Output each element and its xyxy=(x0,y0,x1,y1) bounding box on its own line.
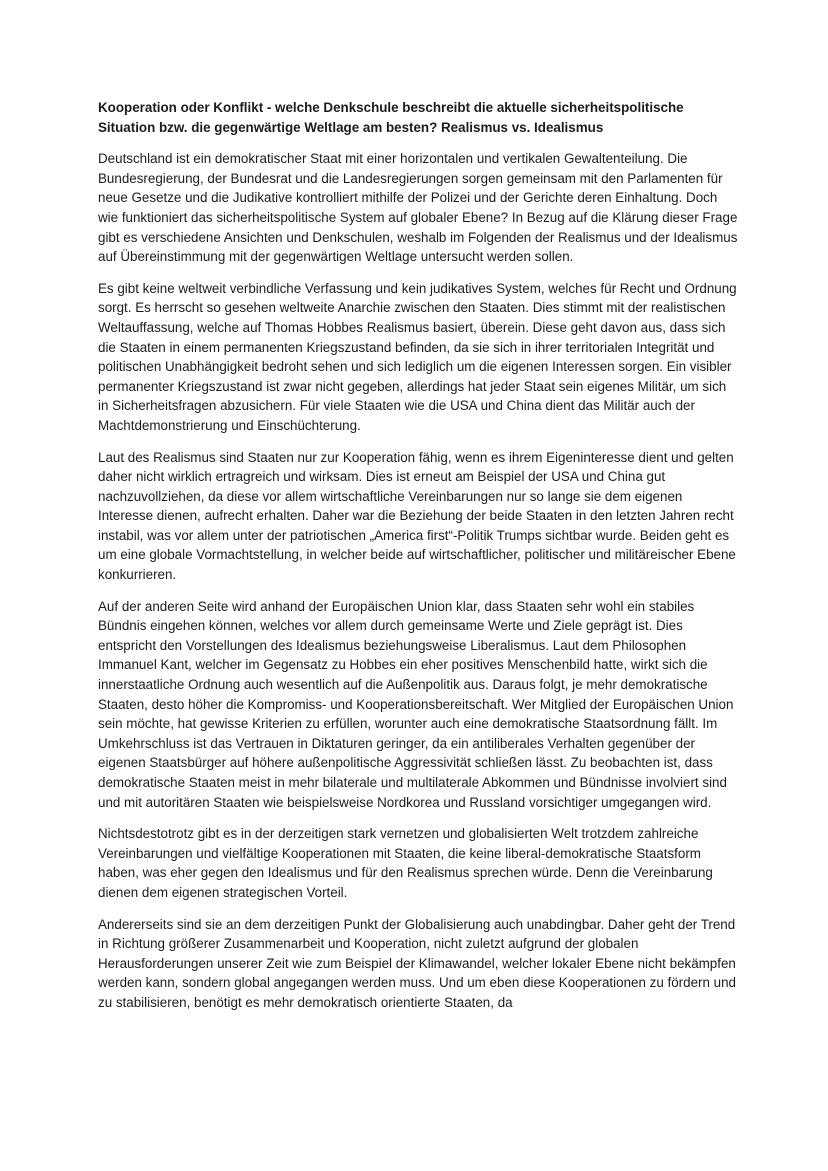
document-body xyxy=(98,98,738,1025)
paragraph-6: Andererseits sind sie an dem derzeitigen Punkt der Globalisierung auch unabdingbar. Daher geht der Trend in Richtung größerer Zusammenarbeit und Kooperation, nicht zuletzt aufgrund der globalen Herausforderungen unserer Zeit wie zum Beispiel der Klimawandel, welcher lokaler Ebene nicht bekämpfen werden kann, sondern global angegangen werden muss. Und um eben diese Kooperationen zu fördern und zu stabilisieren, benötigt es mehr demokratisch orientierte Staaten, da xyxy=(98,916,736,1010)
paragraph-2: Es gibt keine weltweit verbindliche Verfassung und kein judikatives System, welches für Recht und Ordnung sorgt. Es herrscht so gesehen weltweite Anarchie zwischen den Staaten. Dies stimmt mit der realistischen Weltauffassung, welche auf Thomas Hobbes Realismus basiert, überein. Diese geht davon aus, dass sich die Staaten in einem permanenten Kriegszustand befinden, da sie sich in ihrer territorialen Integrität und politischen Unabhängigkeit bedroht sehen und sich lediglich um die eigenen Interessen sorgen. Ein visibler permanenter Kriegszustand ist zwar nicht gegeben, allerdings hat jeder Staat sein eigenes Militär, um sich in Sicherheitsfragen abzusichern. Für viele Staaten wie die USA und China dient das Militär auch der Machtdemonstrierung und Einschüchterung. xyxy=(98,280,737,433)
document-title: Kooperation oder Konflikt - welche Denkschule beschreibt die aktuelle sicherheitspolitische Situation bzw. die gegenwärtige Weltlage am besten? Realismus vs. Idealismus xyxy=(98,100,684,135)
paragraph-1: Deutschland ist ein demokratischer Staat mit einer horizontalen und vertikalen Gewaltenteilung. Die Bundesregierung, der Bundesrat und die Landesregierungen sorgen gemeinsam mit den Parlamenten für neue Gesetze und die Judikative kontrolliert mithilfe der Polizei und der Gerichte deren Einhaltung. Doch wie funktioniert das sicherheitspolitische System auf globaler Ebene? In Bezug auf die Klärung dieser Frage gibt es verschiedene Ansichten und Denkschulen, weshalb im Folgenden der Realismus und der Idealismus auf Übereinstimmung mit der gegenwärtigen Weltlage untersucht werden sollen. xyxy=(98,151,738,265)
paragraph-3: Laut des Realismus sind Staaten nur zur Kooperation fähig, wenn es ihrem Eigeninteresse dient und gelten daher nicht wirklich ertragreich und wirksam. Dies ist erneut am Beispiel der USA und China gut nachzuvollziehen, da diese vor allem wirtschaftliche Vereinbarungen nur so lange sie dem eigenen Interesse dienen, aufrecht erhalten. Daher war die Beziehung der beide Staaten in den letzten Jahren recht instabil, was vor allem unter der patriotischen „America first“-Politik Trumps sichtbar wurde. Beiden geht es um eine globale Vormachtstellung, in welcher beide auf wirtschaftlicher, politischer und militäreischer Ebene konkurrieren. xyxy=(98,449,736,583)
paragraph-5: Nichtsdestotrotz gibt es in der derzeitigen stark vernetzen und globalisierten Welt trotzdem zahlreiche Vereinbarungen und vielfältige Kooperationen mit Staaten, die keine liberal-demokratische Staatsform haben, was eher gegen den Idealismus und für den Realismus sprechen würde. Denn die Vereinbarung dienen dem eigenen strategischen Vorteil. xyxy=(98,826,713,900)
paragraph-4: Auf der anderen Seite wird anhand der Europäischen Union klar, dass Staaten sehr wohl ein stabiles Bündnis eingehen können, welches vor allem durch gemeinsame Werte und Ziele geprägt ist. Dies entspricht den Vorstellungen des Idealismus beziehungsweise Liberalismus. Laut dem Philosophen Immanuel Kant, welcher im Gegensatz zu Hobbes ein eher positives Menschenbild hatte, wirkt sich die innerstaatliche Ordnung auch wesentlich auf die Außenpolitik aus. Daraus folgt, je mehr demokratische Staaten, desto höher die Kompromiss- und Kooperationsbereitschaft. Wer Mitglied der Europäischen Union sein möchte, hat gewisse Kriterien zu erfüllen, worunter auch eine demokratische Staatsordnung fällt. Im Umkehrschluss ist das Vertrauen in Diktaturen geringer, da ein antiliberales Verhalten gegenüber der eigenen Staatsbürger auf höhere außenpolitische Aggressivität schließen lässt. Zu beobachten ist, dass demokratische Staaten meist in mehr bilaterale und multilaterale Abkommen und Bündnisse involviert sind und mit autoritären Staaten wie beispielsweise Nordkorea und Russland vorsichtiger umgegangen wird. xyxy=(98,598,734,810)
